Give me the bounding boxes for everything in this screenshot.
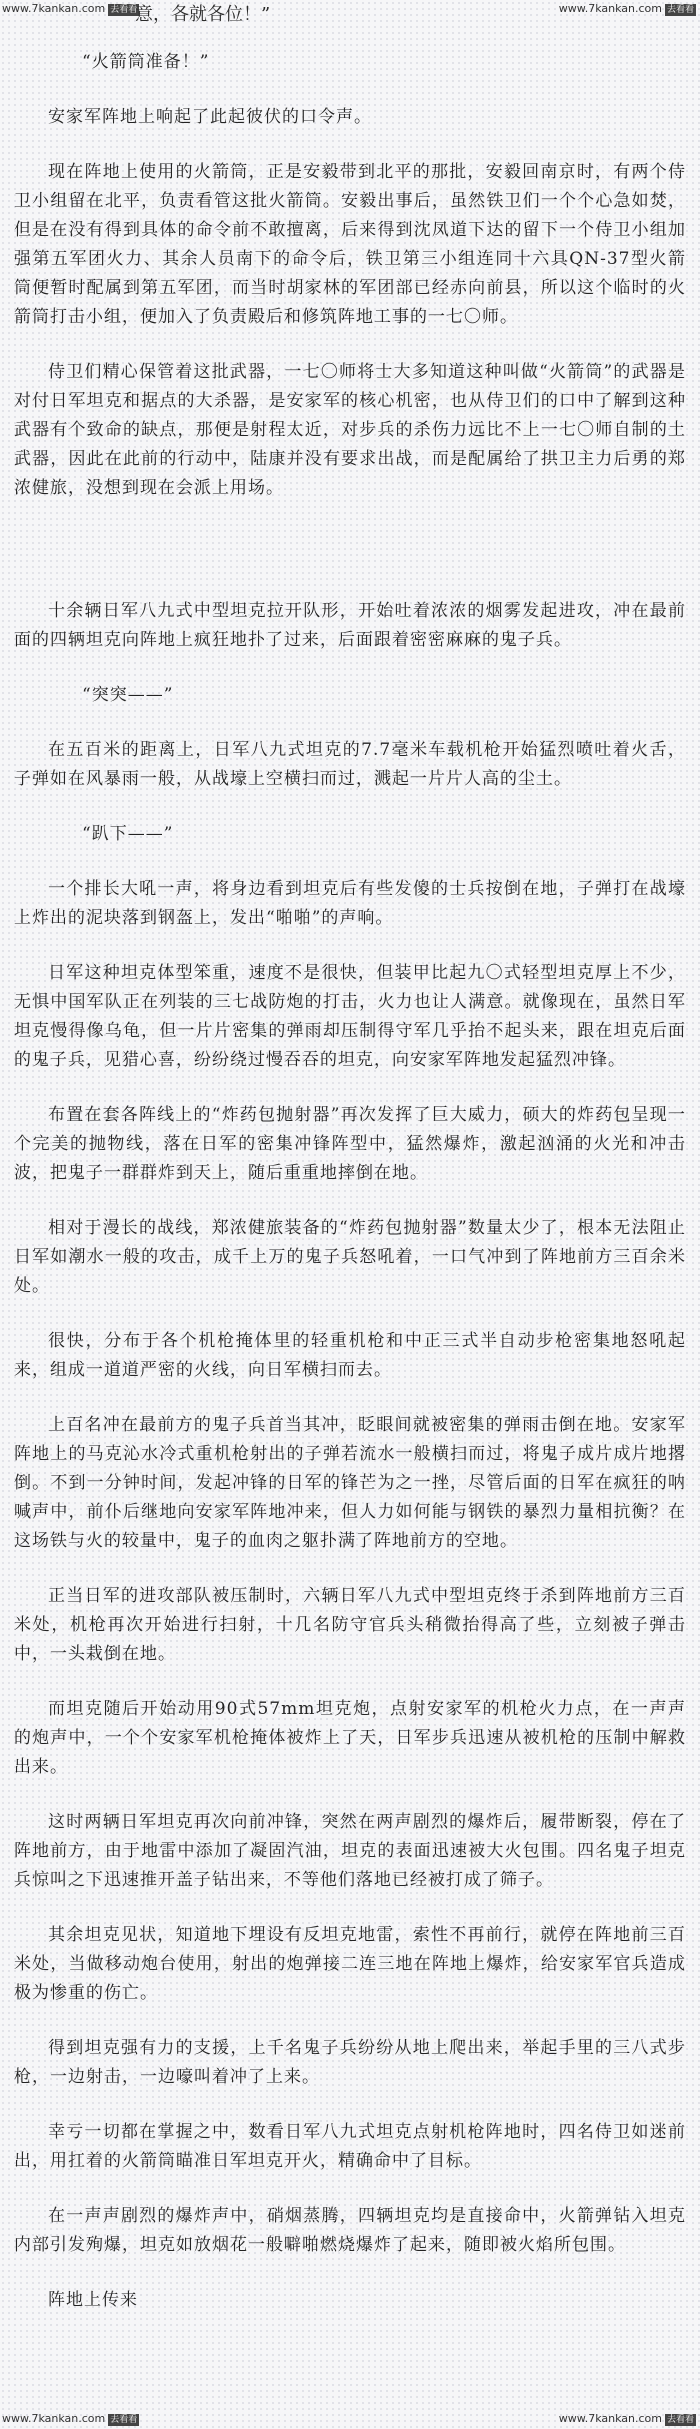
site-domain-right[interactable] — [559, 2, 696, 16]
site-domain-right-footer[interactable] — [559, 2412, 696, 2426]
paragraph: 正当日军的进攻部队被压制时，六辆日军八九式中型坦克终于杀到阵地前方三百米处，机枪再次开始进行扫射，十几名防守官兵头稍微抬得高了些，立刻被子弹击中，一头栽倒在地。 — [14, 1586, 686, 1664]
site-domain-left-text[interactable]: www.7kankan.com — [2, 2, 106, 15]
go-see-button-right[interactable]: 去看看 — [666, 5, 694, 15]
site-domain-left-footer-text[interactable]: www.7kankan.com — [2, 2412, 106, 2425]
paragraph: 日军这种坦克体型笨重，速度不是很快，但装甲比起九〇式轻型坦克厚上不少，无惧中国军队正在列装的三七战防炮的打击，火力也让人满意。就像现在，虽然日军坦克慢得像乌龟，但一片片密集的弹雨却压制得守军几乎抬不起头来，跟在坦克后面的鬼子兵，见猎心喜，纷纷绕过慢吞吞的坦克，向安家军阵地发起猛烈冲锋。 — [14, 963, 686, 1070]
paragraph: 其余坦克见状，知道地下埋设有反坦克地雷，索性不再前行，就停在阵地前三百米处，当做移动炮台使用，射出的炮弹接二连三地在阵地上爆炸，给安家军官兵造成极为惨重的伤亡。 — [14, 1925, 686, 2003]
paragraph: “趴下——” — [82, 824, 174, 844]
go-see-button-left[interactable]: 去看看 — [110, 5, 138, 15]
paragraph: 在五百米的距离上，日军八九式坦克的7.7毫米车载机枪开始猛烈喷吐着火舌，子弹如在风暴雨一般，从战壕上空横扫而过，溅起一片片人高的尘土。 — [14, 740, 686, 789]
previous-page-fragment: 意，各就各位！” — [135, 4, 271, 25]
site-domain-right-footer-text[interactable]: www.7kankan.com — [558, 2412, 662, 2425]
paragraph: 一个排长大吼一声，将身边看到坦克后有些发傻的士兵按倒在地，子弹打在战壕上炸出的泥块落到钢盔上，发出“啪啪”的声响。 — [14, 879, 686, 928]
paragraph: 阵地上传来 — [48, 2290, 138, 2310]
site-domain-left-footer[interactable] — [2, 2412, 139, 2426]
paragraph: “火箭筒准备！” — [82, 52, 210, 72]
go-see-button-right-footer[interactable]: 去看看 — [666, 2415, 694, 2425]
paragraph: 幸亏一切都在掌握之中，数看日军八九式坦克点射机枪阵地时，四名侍卫如迷前出，用扛着的火箭筒瞄准日军坦克开火，精确命中了目标。 — [14, 2122, 686, 2171]
section-break — [14, 529, 686, 597]
paragraph: 侍卫们精心保管着这批武器，一七〇师将士大多知道这种叫做“火箭筒”的武器是对付日军坦克和据点的大杀器，是安家军的核心机密，也从侍卫们的口中了解到这种武器有个致命的缺点，那便是射程太近，对步兵的杀伤力远比不上一七〇师自制的土武器，因此在此前的行动中，陆康并没有要求出战，而是配属给了拱卫主力后勇的郑浓健旅，没想到现在会派上用场。 — [14, 362, 686, 498]
paragraph: 在一声声剧烈的爆炸声中，硝烟蒸腾，四辆坦克均是直接命中，火箭弹钻入坦克内部引发殉爆，坦克如放烟花一般噼啪燃烧爆炸了起来，随即被火焰所包围。 — [14, 2206, 686, 2255]
paragraph: 很快，分布于各个机枪掩体里的轻重机枪和中正三式半自动步枪密集地怒吼起来，组成一道道严密的火线，向日军横扫而去。 — [14, 1331, 686, 1380]
paragraph: 安家军阵地上响起了此起彼伏的口令声。 — [48, 107, 372, 127]
paragraph: 上百名冲在最前方的鬼子兵首当其冲，眨眼间就被密集的弹雨击倒在地。安家军阵地上的马克沁水冷式重机枪射出的子弹若流水一般横扫而过，将鬼子成片成片地撂倒。不到一分钟时间，发起冲锋的日军的锋芒为之一挫，尽管后面的日军在疯狂的呐喊声中，前仆后继地向安家军阵地冲来，但人力如何能与钢铁的暴烈力量相抗衡？在这场铁与火的较量中，鬼子的血肉之躯扑满了阵地前方的空地。 — [14, 1415, 686, 1551]
site-header-bar — [0, 0, 700, 18]
site-domain-right-text[interactable]: www.7kankan.com — [558, 2, 662, 15]
paragraph: 布置在套各阵线上的“炸药包抛射器”再次发挥了巨大威力，硕大的炸药包呈现一个完美的抛物线，落在日军的密集冲锋阵型中，猛然爆炸，激起汹涌的火光和冲击波，把鬼子一群群炸到天上，随后重重地摔倒在地。 — [14, 1105, 686, 1183]
site-footer-bar — [0, 2410, 700, 2428]
paragraph: 相对于漫长的战线，郑浓健旅装备的“炸药包抛射器”数量太少了，根本无法阻止日军如潮水一般的攻击，成千上万的鬼子兵怒吼着，一口气冲到了阵地前方三百余米处。 — [14, 1218, 686, 1296]
site-domain-left[interactable] — [2, 2, 139, 16]
paragraph: 而坦克随后开始动用90式57mm坦克炮，点射安家军的机枪火力点，在一声声的炮声中，一个个安家军机枪掩体被炸上了天，日军步兵迅速从被机枪的压制中解救出来。 — [14, 1699, 686, 1777]
go-see-button-left-footer[interactable]: 去看看 — [110, 2415, 138, 2425]
paragraph: 十余辆日军八九式中型坦克拉开队形，开始吐着浓浓的烟雾发起进攻，冲在最前面的四辆坦克向阵地上疯狂地扑了过来，后面跟着密密麻麻的鬼子兵。 — [14, 601, 686, 650]
paragraph: 得到坦克强有力的支援，上千名鬼子兵纷纷从地上爬出来，举起手里的三八式步枪，一边射击，一边嚎叫着冲了上来。 — [14, 2038, 686, 2087]
paragraph: 现在阵地上使用的火箭筒，正是安毅带到北平的那批，安毅回南京时，有两个侍卫小组留在北平，负责看管这批火箭筒。安毅出事后，虽然铁卫们一个个心急如焚，但是在没有得到具体的命令前不敢擅离，后来得到沈凤道下达的留下一个侍卫小组加强第五军团火力、其余人员南下的命令后，铁卫第三小组连同十六具QN-37型火箭筒便暂时配属到第五军团，而当时胡家林的军团部已经赤向前县，所以这个临时的火箭筒打击小组，便加入了负责殿后和修筑阵地工事的一七〇师。 — [14, 162, 686, 327]
chapter-text — [14, 48, 686, 2341]
paragraph: 这时两辆日军坦克再次向前冲锋，突然在两声剧烈的爆炸后，履带断裂，停在了阵地前方，由于地雷中添加了凝固汽油，坦克的表面迅速被大火包围。四名鬼子坦克兵惊叫之下迅速推开盖子钻出来，不等他们落地已经被打成了筛子。 — [14, 1812, 686, 1890]
paragraph: “突突——” — [82, 685, 174, 705]
